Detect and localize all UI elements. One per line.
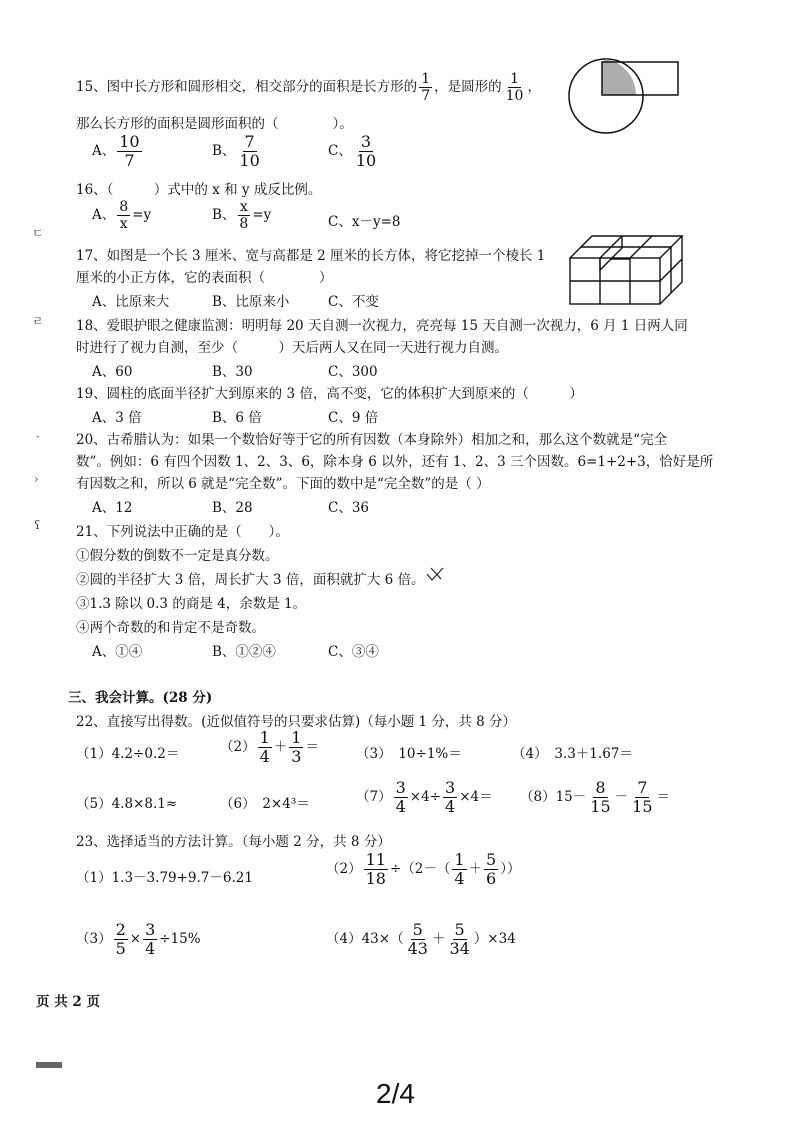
circle-rectangle-figure (566, 56, 686, 138)
q20-line3: 有因数之和，所以 6 就是“完全数”。下面的数中是“完全数”的是（ ） (76, 476, 490, 492)
q15-option-c: C、 $\frac{3}{10}$ (328, 132, 377, 170)
q22-problem-6: （6） 2×4³＝ (220, 796, 310, 812)
q23-problem-1: （1）1.3－3.79+9.7－6.21 (76, 870, 253, 886)
cuboid-figure (566, 224, 686, 308)
edge-mark: ʕ (34, 518, 41, 532)
q19-stem: 19、圆柱的底面半径扩大到原来的 3 倍，高不变，它的体积扩大到原来的（ ） (76, 386, 583, 402)
q21-statement-3: ③1.3 除以 0.3 的商是 4，余数是 1。 (76, 596, 307, 612)
q16-option-b: B、 $\frac{x}{8}$ =y (212, 199, 272, 232)
q23-problem-4: （4）43×（ $\frac{5}{43}$ ＋ $\frac{5}{34}$ ）×34 (326, 920, 516, 958)
q17-line2: 厘米的小正方体，它的表面积（ ） (76, 270, 333, 286)
section-heading: 三、我会计算。(28 分) (68, 690, 213, 706)
edge-mark: ㄷ (32, 226, 44, 240)
q23-problem-3: （3） $\frac{2}{5}$ × $\frac{3}{4}$ ÷15% (76, 920, 201, 958)
q22-problem-3: （3） 10÷1%＝ (356, 746, 462, 762)
q18-option-a: A、60 (92, 364, 133, 380)
q21-statement-1: ①假分数的倒数不一定是真分数。 (76, 548, 279, 564)
q17-option-a: A、比原来大 (92, 294, 170, 310)
q15-option-a: A、 $\frac{10}{7}$ (92, 132, 140, 170)
edge-mark: › (34, 472, 39, 486)
q21-statement-4: ④两个奇数的和肯定不是奇数。 (76, 620, 265, 636)
q16-stem: 16、（ ）式中的 x 和 y 成反比例。 (76, 182, 322, 198)
q19-option-c: C、9 倍 (328, 410, 379, 426)
q20-option-b: B、28 (212, 500, 253, 516)
q16-option-a: A、 $\frac{8}{x}$ =y (92, 199, 152, 232)
q21-option-b: B、①②④ (212, 644, 276, 660)
q22-problem-1: （1）4.2÷0.2＝ (76, 746, 180, 762)
q18-option-c: C、300 (328, 364, 378, 380)
q20-line2: 数”。例如：6 有四个因数 1、2、3、6，除本身 6 以外，还有 1、2、3 三个因数。6=1+2+3，恰好是所 (76, 454, 714, 470)
q17-option-c: C、不变 (328, 294, 379, 310)
q15-line2: 那么长方形的面积是圆形面积的（ ）。 (76, 116, 353, 132)
q15-option-b: B、 $\frac{7}{10}$ (212, 132, 260, 170)
q23-problem-2: （2） $\frac{11}{18}$ ÷（2－（ $\frac{1}{4}$ ＋ $\frac{5}{6}$ ）） (326, 850, 521, 888)
q21-statement-2: ②圆的半径扩大 3 倍，周长扩大 3 倍，面积就扩大 6 倍。 (76, 572, 425, 588)
q17-line1: 17、如图是一个长 3 厘米、宽与高都是 2 厘米的长方体，将它挖掉一个棱长 1 (76, 248, 546, 264)
q23-stem: 23、选择适当的方法计算。（每小题 2 分，共 8 分） (76, 834, 391, 850)
q19-option-a: A、3 倍 (92, 410, 142, 426)
q18-line1: 18、爱眼护眼之健康监测：明明每 20 天自测一次视力，亮亮每 15 天自测一次视力，6 月 1 日两人同 (76, 318, 688, 334)
q16-option-c: C、x－y=8 (328, 214, 401, 230)
q21-option-c: C、③④ (328, 644, 379, 660)
q22-problem-8: （8）15－ $\frac{8}{15}$ － $\frac{7}{15}$ ＝ (520, 778, 670, 816)
q21-stem: 21、下列说法中正确的是（ ）。 (76, 524, 289, 540)
q21-option-a: A、①④ (92, 644, 143, 660)
q22-problem-2: （2） $\frac{1}{4}$ ＋ $\frac{1}{3}$ ＝ (220, 728, 319, 766)
q20-line1: 20、古希腊认为：如果一个数恰好等于它的所有因数（本身除外）相加之和，那么这个数就是“完全 (76, 432, 668, 448)
q22-problem-5: （5）4.8×8.1≈ (76, 796, 178, 812)
q17-option-b: B、比原来小 (212, 294, 290, 310)
q18-line2: 时进行了视力自测，至少（ ）天后两人又在同一天进行视力自测。 (76, 340, 508, 356)
page-footer: 页 共 2 页 (36, 994, 100, 1010)
page-indicator: 2/4 (376, 1078, 415, 1109)
q15-line1: 15、图中长方形和圆形相交，相交部分的面积是长方形的 $\frac{1}{7}$ ，是圆形的 $\frac{1}{10}$ ， (76, 71, 541, 104)
q18-option-b: B、30 (212, 364, 253, 380)
scan-mark (36, 1062, 62, 1068)
q20-option-c: C、36 (328, 500, 370, 516)
q20-option-a: A、12 (92, 500, 133, 516)
q22-stem: 22、直接写出得数。(近似值符号的只要求估算)（每小题 1 分，共 8 分） (76, 714, 517, 730)
q22-problem-4: （4） 3.3＋1.67＝ (512, 746, 633, 762)
fraction: $\frac{1}{7}$ (421, 71, 431, 104)
check-mark-icon (426, 566, 444, 582)
q22-problem-7: （7） $\frac{3}{4}$ ×4÷ $\frac{3}{4}$ ×4＝ (356, 778, 493, 816)
q19-option-b: B、6 倍 (212, 410, 262, 426)
fraction: $\frac{1}{10}$ (505, 71, 524, 104)
edge-mark: ㄹ (32, 314, 44, 328)
edge-mark: · (36, 430, 40, 444)
